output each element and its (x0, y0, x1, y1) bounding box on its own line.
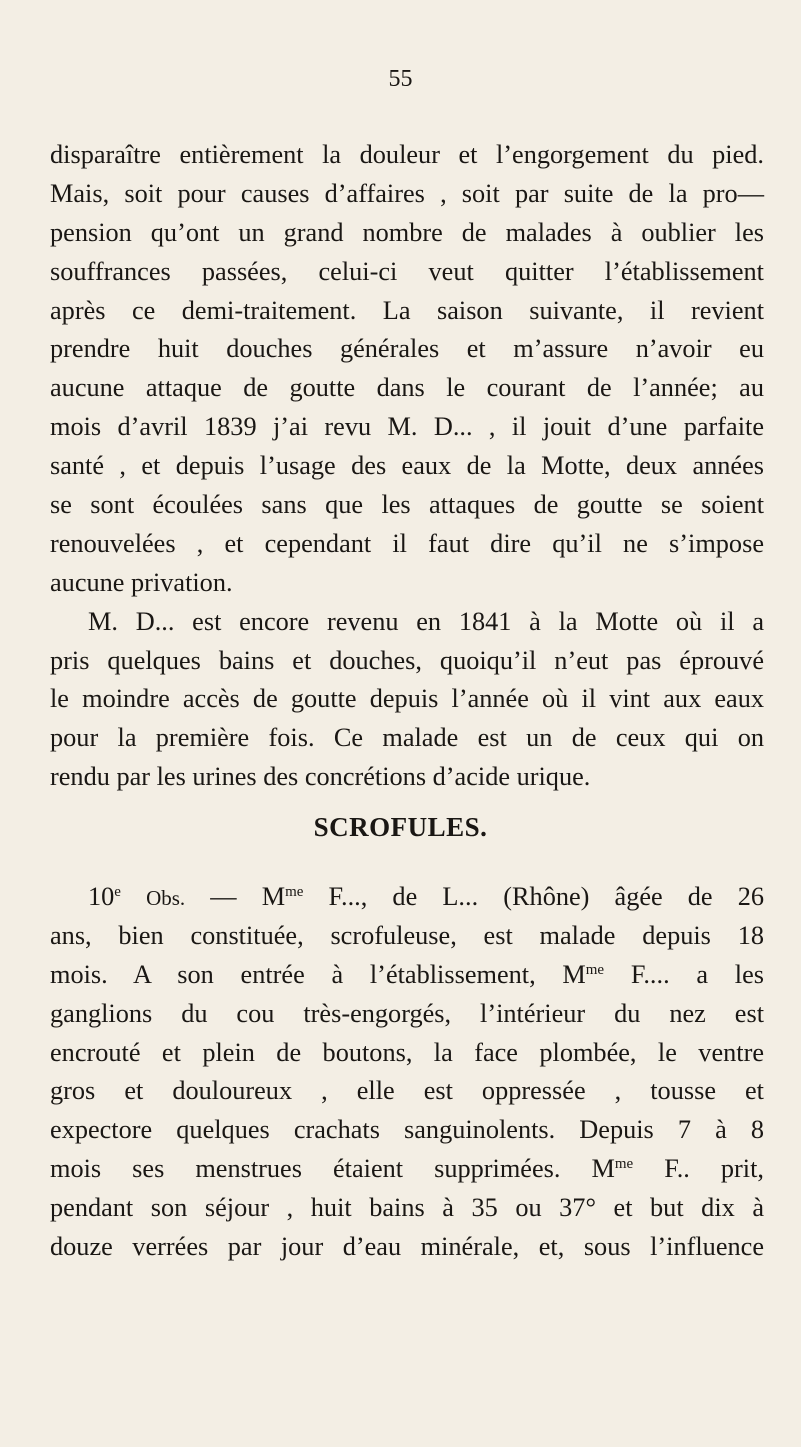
text-block-goutte (50, 136, 764, 797)
text-line: gros et douloureux , elle est oppressée , tousse et (50, 1076, 764, 1106)
text-line: rendu par les urines des concrétions d’acide urique. (50, 762, 591, 792)
observation-number: 10e (88, 882, 121, 911)
honorific: $M^{me}$ (261, 882, 304, 911)
text-block-observation (50, 878, 764, 1267)
text-line: mois. A son entrée à l’établissement, $M^{me}$ F.... a les (50, 959, 764, 989)
text-line: encrouté et plein de boutons, la face plombée, le ventre (50, 1037, 764, 1067)
page-number: 55 (388, 66, 413, 92)
text-line: mois ses menstrues étaient supprimées. $M^{me}$ F.. prit, (50, 1154, 764, 1184)
text-line: mois d’avril 1839 j’ai revu M. D... , il jouit d’une parfaite (50, 412, 764, 442)
text-line: disparaître entièrement la douleur et l’engorgement du pied. (50, 140, 764, 169)
text-line: aucune attaque de goutte dans le courant de l’année; au (50, 373, 764, 403)
text-line: pension qu’ont un grand nombre de malades à oublier les (50, 217, 764, 247)
text-line: ans, bien constituée, scrofuleuse, est malade depuis 18 (50, 920, 764, 950)
text-line: souffrances passées, celui-ci veut quitter l’établissement (50, 256, 764, 286)
text-line: douze verrées par jour d’eau minérale, et, sous l’influence (50, 1232, 764, 1262)
text-line: renouvelées , et cependant il faut dire qu’il ne s’impose (50, 528, 764, 558)
text-line: M. D... est encore revenu en 1841 à la Motte où il a (88, 606, 764, 636)
text-line: pendant son séjour , huit bains à 35 ou 37° et but dix à (50, 1193, 764, 1223)
text-line: Mais, soit pour causes d’affaires , soit par suite de la pro— (50, 178, 764, 208)
observation-heading-line: 10e Obs. — $M^{me}$ F..., de L... (Rhône) âgée de 26 (88, 882, 765, 911)
text-line: aucune privation. (50, 567, 233, 597)
text-line: pour la première fois. Ce malade est un de ceux qui on (50, 723, 764, 753)
text-line: pris quelques bains et douches, quoiqu’il n’eut pas éprouvé (50, 645, 764, 675)
observation-label: Obs. (146, 886, 186, 910)
text-line: prendre huit douches générales et m’assure n’avoir eu (50, 334, 764, 364)
text-line: ganglions du cou très-engorgés, l’intérieur du nez est (50, 998, 764, 1028)
text-line: expectore quelques crachats sanguinolents. Depuis 7 à 8 (50, 1115, 764, 1145)
text-line: le moindre accès de goutte depuis l’année où il vint aux eaux (50, 684, 764, 714)
text-line: après ce demi-traitement. La saison suivante, il revient (50, 295, 764, 325)
section-heading: SCROFULES. (313, 812, 488, 842)
text-line: santé , et depuis l’usage des eaux de la Motte, deux années (50, 451, 764, 481)
text-line: se sont écoulées sans que les attaques de goutte se soient (50, 490, 764, 520)
